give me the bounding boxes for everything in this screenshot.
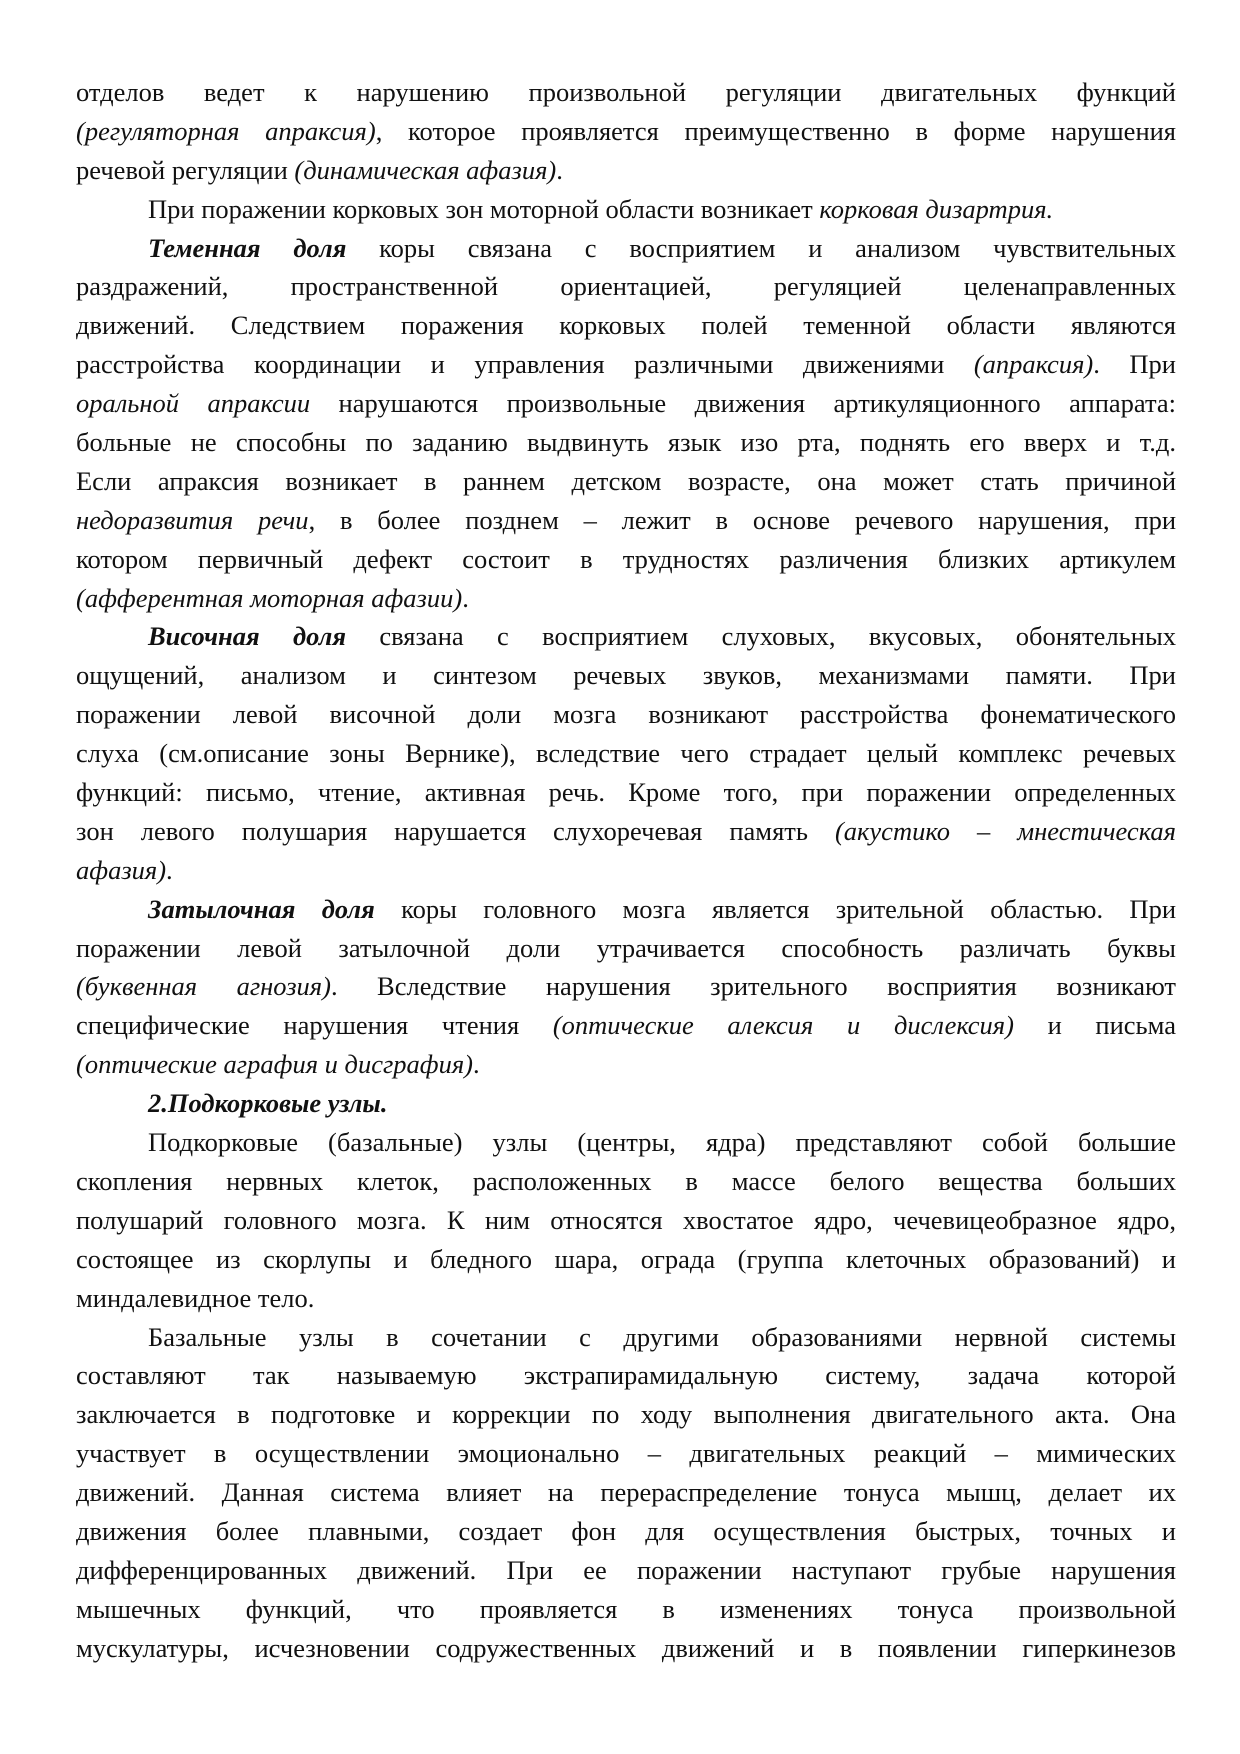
text-run: составляют так называемую экстрапирамидальную систему, задача которой (76, 1360, 1176, 1391)
text-line (76, 1512, 1176, 1551)
text-line (76, 656, 1176, 695)
emphasized-text: (афферентная моторная афазии) (76, 582, 463, 613)
text-line (76, 851, 1176, 890)
text-run: зон левого полушария нарушается слухоречевая память (76, 815, 835, 846)
text-line (76, 306, 1176, 345)
text-line (76, 1162, 1176, 1201)
document-page (76, 73, 1176, 1668)
text-run: . (166, 854, 173, 885)
text-line (76, 73, 1176, 112)
text-line (76, 617, 1176, 656)
text-line (76, 267, 1176, 306)
emphasized-text: афазия) (76, 854, 167, 885)
text-run: движений. Следствием поражения корковых полей теменной области являются (76, 310, 1176, 341)
text-line (76, 773, 1176, 812)
emphasized-text: Затылочная доля (148, 893, 375, 924)
text-run: дифференцированных движений. При ее поражении наступают грубые нарушения (76, 1554, 1176, 1585)
text-run: коры головного мозга является зрительной областью. При (374, 893, 1176, 924)
text-run: участвует в осуществлении эмоционально – двигательных реакций – мимических (76, 1438, 1176, 1469)
text-line (76, 384, 1176, 423)
text-run: и письма (1013, 1010, 1176, 1041)
text-line (76, 1006, 1176, 1045)
emphasized-text: (апраксия) (973, 349, 1094, 380)
text-run: отделов ведет к нарушению произвольной регуляции двигательных функций (76, 77, 1176, 107)
text-run: миндалевидное тело. (76, 1282, 315, 1313)
text-run: заключается в подготовке и коррекции по ходу выполнения двигательного акта. Она (76, 1399, 1176, 1430)
text-run: , в более позднем – лежит в основе речевого нарушения, при (308, 504, 1176, 535)
text-run: функций: письмо, чтение, активная речь. Кроме того, при поражении определенных (76, 777, 1176, 808)
emphasized-text: Теменная доля (148, 232, 347, 263)
text-run: мышечных функций, что проявляется в изменениях тонуса произвольной (76, 1593, 1176, 1624)
emphasized-text: Височная доля (148, 621, 346, 652)
text-run: специфические нарушения чтения (76, 1010, 553, 1041)
text-run: больные не способны по заданию выдвинуть язык изо рта, поднять его вверх и т.д. (76, 427, 1176, 458)
text-line (76, 1629, 1176, 1668)
text-run: Базальные узлы в сочетании с другими образованиями нервной системы (148, 1321, 1176, 1352)
text-run: движения более плавными, создает фон для осуществления быстрых, точных и (76, 1515, 1176, 1546)
text-run: коры связана с восприятием и анализом чувствительных (346, 232, 1176, 263)
text-line (76, 1201, 1176, 1240)
emphasized-text: 2.Подкорковые узлы. (148, 1088, 388, 1119)
emphasized-text: оральной апраксии (76, 388, 311, 419)
text-run: нарушаются произвольные движения артикуляционного аппарата: (310, 388, 1176, 419)
text-run: , которое проявляется преимущественно в форме нарушения (375, 115, 1177, 146)
text-line (76, 1551, 1176, 1590)
text-run: . (473, 1049, 480, 1080)
text-run: . (556, 154, 563, 185)
text-run: поражении левой затылочной доли утрачивается способность различать буквы (76, 932, 1176, 963)
text-run: связана с восприятием слуховых, вкусовых, обонятельных (345, 621, 1176, 652)
emphasized-text: недоразвития речи (76, 504, 309, 535)
text-run: При поражении корковых зон моторной области возникает (148, 193, 820, 224)
text-run: мускулатуры, исчезновении содружественных движений и в появлении гиперкинезов (76, 1632, 1176, 1663)
text-line (76, 501, 1176, 540)
text-line (76, 890, 1176, 929)
text-run: Подкорковые (базальные) узлы (центры, ядра) представляют собой большие (148, 1127, 1176, 1158)
text-run: речевой регуляции (76, 154, 295, 185)
text-line (76, 1240, 1176, 1279)
text-line (76, 229, 1176, 268)
text-line (76, 1473, 1176, 1512)
text-line (76, 929, 1176, 968)
text-line (76, 462, 1176, 501)
text-line (76, 1279, 1176, 1318)
text-run: . При (1093, 349, 1176, 380)
text-line (76, 423, 1176, 462)
text-line (76, 734, 1176, 773)
text-line (76, 540, 1176, 579)
text-line (76, 1356, 1176, 1395)
text-run: Если апраксия возникает в раннем детском возрасте, она может стать причиной (76, 465, 1176, 496)
emphasized-text: (оптические алексия и дислексия) (552, 1010, 1014, 1041)
text-run: котором первичный дефект состоит в трудностях различения близких артикулем (76, 543, 1176, 574)
text-run: раздражений, пространственной ориентацией, регуляцией целенаправленных (76, 271, 1176, 302)
text-line (76, 967, 1176, 1006)
text-line (76, 1084, 1176, 1123)
text-run: . Вследствие нарушения зрительного восприятия возникают (330, 971, 1176, 1002)
text-line (76, 1395, 1176, 1434)
text-line (76, 1318, 1176, 1357)
text-line (76, 1123, 1176, 1162)
text-run: движений. Данная система влияет на перераспределение тонуса мышц, делает их (76, 1477, 1176, 1508)
emphasized-text: (буквенная агнозия) (76, 971, 331, 1002)
emphasized-text: (акустико – мнестическая (834, 815, 1176, 846)
text-line (76, 1045, 1176, 1084)
text-run: состоящее из скорлупы и бледного шара, ограда (группа клеточных образований) и (76, 1243, 1176, 1274)
text-run: слуха (см.описание зоны Вернике), вследствие чего страдает целый комплекс речевых (76, 738, 1176, 769)
text-run: расстройства координации и управления различными движениями (76, 349, 974, 380)
text-line (76, 695, 1176, 734)
emphasized-text: (динамическая афазия) (294, 154, 557, 185)
text-run: ощущений, анализом и синтезом речевых звуков, механизмами памяти. При (76, 660, 1176, 691)
emphasized-text: корковая дизартрия. (819, 193, 1054, 224)
emphasized-text: (оптические аграфия и дисграфия) (76, 1049, 473, 1080)
text-line (76, 812, 1176, 851)
text-line (76, 345, 1176, 384)
text-run: скопления нервных клеток, расположенных в массе белого вещества больших (76, 1165, 1176, 1196)
text-run: поражении левой височной доли мозга возникают расстройства фонематического (76, 699, 1176, 730)
text-line (76, 190, 1176, 229)
text-line (76, 112, 1176, 151)
text-line (76, 1590, 1176, 1629)
emphasized-text: (регуляторная апраксия) (76, 115, 376, 146)
text-line (76, 1434, 1176, 1473)
text-line (76, 579, 1176, 618)
text-line (76, 151, 1176, 190)
text-run: . (462, 582, 469, 613)
text-run: полушарий головного мозга. К ним относятся хвостатое ядро, чечевицеобразное ядро, (76, 1204, 1176, 1235)
